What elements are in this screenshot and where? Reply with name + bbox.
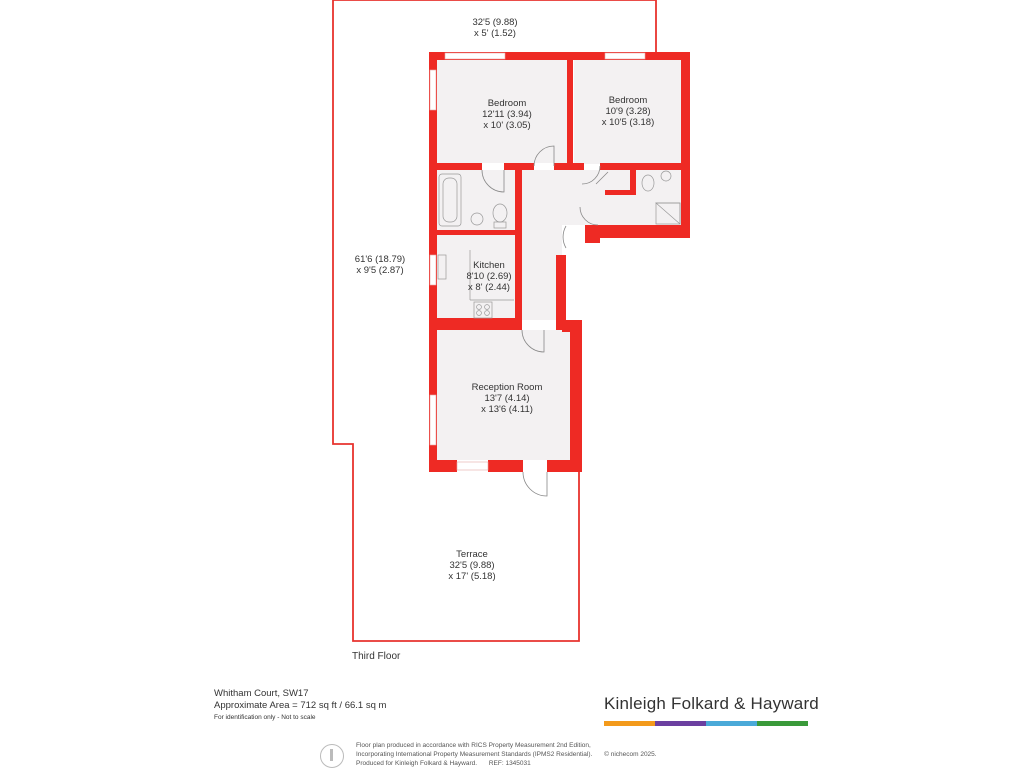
top-strip-dim1: 32'5 (9.88) bbox=[472, 17, 518, 28]
bedroom2-name: Bedroom bbox=[608, 95, 648, 106]
bedroom1-dim1: 12'11 (3.94) bbox=[482, 109, 532, 120]
disclaimer-copyright: © nichecom 2025. bbox=[604, 751, 657, 758]
terrace-dim2: x 17' (5.18) bbox=[448, 571, 496, 582]
brand-color-bar bbox=[604, 721, 808, 726]
kitchen-dim2: x 8' (2.44) bbox=[468, 282, 510, 293]
terrace-dim1: 32'5 (9.88) bbox=[449, 560, 495, 571]
brand-bar-green bbox=[757, 721, 808, 726]
brand-bar-blue bbox=[706, 721, 757, 726]
property-address: Whitham Court, SW17 bbox=[214, 688, 309, 699]
top-strip-dim2: x 5' (1.52) bbox=[474, 28, 516, 39]
ipms-logo-icon bbox=[320, 744, 344, 768]
property-area: Approximate Area = 712 sq ft / 66.1 sq m bbox=[214, 700, 387, 711]
disclaimer-line2: Incorporating International Property Measurement Standards (IPMS2 Residential). bbox=[356, 751, 593, 758]
bedroom2-dim2: x 10'5 (3.18) bbox=[601, 117, 655, 128]
side-strip-dim1: 61'6 (18.79) bbox=[354, 254, 406, 265]
disclaimer-line3: Produced for Kinleigh Folkard & Hayward. bbox=[356, 760, 478, 767]
kitchen-dim1: 8'10 (2.69) bbox=[466, 271, 512, 282]
property-info bbox=[214, 688, 386, 724]
bedroom1-name: Bedroom bbox=[487, 98, 527, 109]
brand-logo: Kinleigh Folkard & Hayward bbox=[604, 694, 819, 713]
terrace-name: Terrace bbox=[456, 549, 488, 560]
floor-label: Third Floor bbox=[352, 651, 401, 662]
brand-bar-purple bbox=[655, 721, 706, 726]
disclaimer bbox=[356, 741, 657, 768]
side-strip-dim2: x 9'5 (2.87) bbox=[356, 265, 404, 276]
property-note: For identification only - Not to scale bbox=[214, 714, 316, 721]
reception-name: Reception Room bbox=[471, 382, 543, 393]
disclaimer-ref: REF: 1345031 bbox=[488, 760, 531, 767]
reception-dim1: 13'7 (4.14) bbox=[484, 393, 530, 404]
kitchen-name: Kitchen bbox=[473, 260, 505, 271]
brand-bar-orange bbox=[604, 721, 655, 726]
disclaimer-line1: Floor plan produced in accordance with RICS Property Measurement 2nd Edition, bbox=[356, 742, 591, 749]
reception-dim2: x 13'6 (4.11) bbox=[481, 404, 533, 415]
bedroom1-dim2: x 10' (3.05) bbox=[483, 120, 531, 131]
bedroom2-dim1: 10'9 (3.28) bbox=[605, 106, 651, 117]
